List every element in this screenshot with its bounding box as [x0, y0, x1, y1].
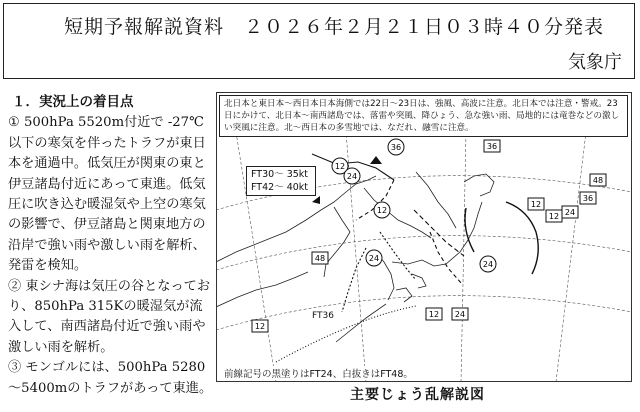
- circled-labels: [332, 139, 496, 272]
- circled-label: 12: [334, 162, 346, 171]
- trough-lines: [312, 154, 464, 312]
- circled-label: 24: [368, 254, 380, 263]
- boxed-label: 12: [428, 310, 440, 319]
- circled-label: 36: [390, 143, 402, 152]
- section-heading: １．実況上の着目点: [12, 94, 134, 110]
- circled-label: 24: [346, 172, 358, 181]
- boxed-label: 24: [564, 208, 576, 217]
- boxed-label: 24: [454, 310, 466, 319]
- point-3: ③ モンゴルには、500hPa 5280～5400mのトラフがあって東進。: [8, 360, 213, 396]
- analysis-section: [8, 92, 213, 399]
- point-2: ② 東シナ海は気圧の谷となっており、850hPa 315Kの暖湿気が流入して、南西諸島付近で強い雨や激しい雨を解析。: [8, 278, 211, 355]
- boxed-label: 36: [486, 142, 498, 151]
- boxed-label: 12: [530, 200, 542, 209]
- document-title: 短期予報解説資料 ２０２６年２月２１日０３時４０分発表: [64, 16, 605, 38]
- boxed-label: 48: [592, 176, 604, 185]
- boxed-label: 12: [548, 212, 560, 221]
- warning-notice: 北日本と東日本～西日本日本海側では22日～23日は、強風、高波に注意。北日本では注意・警戒。23日にかけて、北日本～南西諸島では、落雷や突風、降ひょう、急な強い雨、局地的には竜巻などの激しい突風に注意。北～西日本の多雪地では、なだれ、融雪に注意。: [219, 95, 628, 137]
- header-box: [3, 3, 635, 79]
- circled-label: 24: [482, 260, 494, 269]
- front-legend-note: 前線記号の黒塗りはFT24、白抜きはFT48。: [222, 366, 415, 380]
- wind-speed-box: [246, 166, 316, 196]
- agency-name: 気象庁: [568, 52, 622, 73]
- boxed-label: 12: [254, 322, 266, 331]
- map-caption: 主要じょう乱解説図: [350, 387, 485, 403]
- boxed-label: 36: [582, 194, 594, 203]
- ft36-label: FT36: [312, 311, 334, 321]
- frontal-arcs: [465, 202, 538, 274]
- wind-speed-ft42: FT42～ 40kt: [251, 182, 309, 193]
- wind-speed-ft30: FT30～ 35kt: [251, 169, 309, 180]
- point-1: ① 500hPa 5520m付近で -27℃以下の寒気を伴ったトラフが東日本を通過中。低気圧が関東の東と伊豆諸島付近にあって東進。低気圧に吹き込む暖湿気や上空の寒気の影響で、伊豆諸島と関東地方の沿岸で強い雨や激しい雨を解析、発雷を検知。: [8, 115, 206, 274]
- boxed-label: 48: [314, 254, 326, 263]
- circled-label: 12: [376, 206, 388, 215]
